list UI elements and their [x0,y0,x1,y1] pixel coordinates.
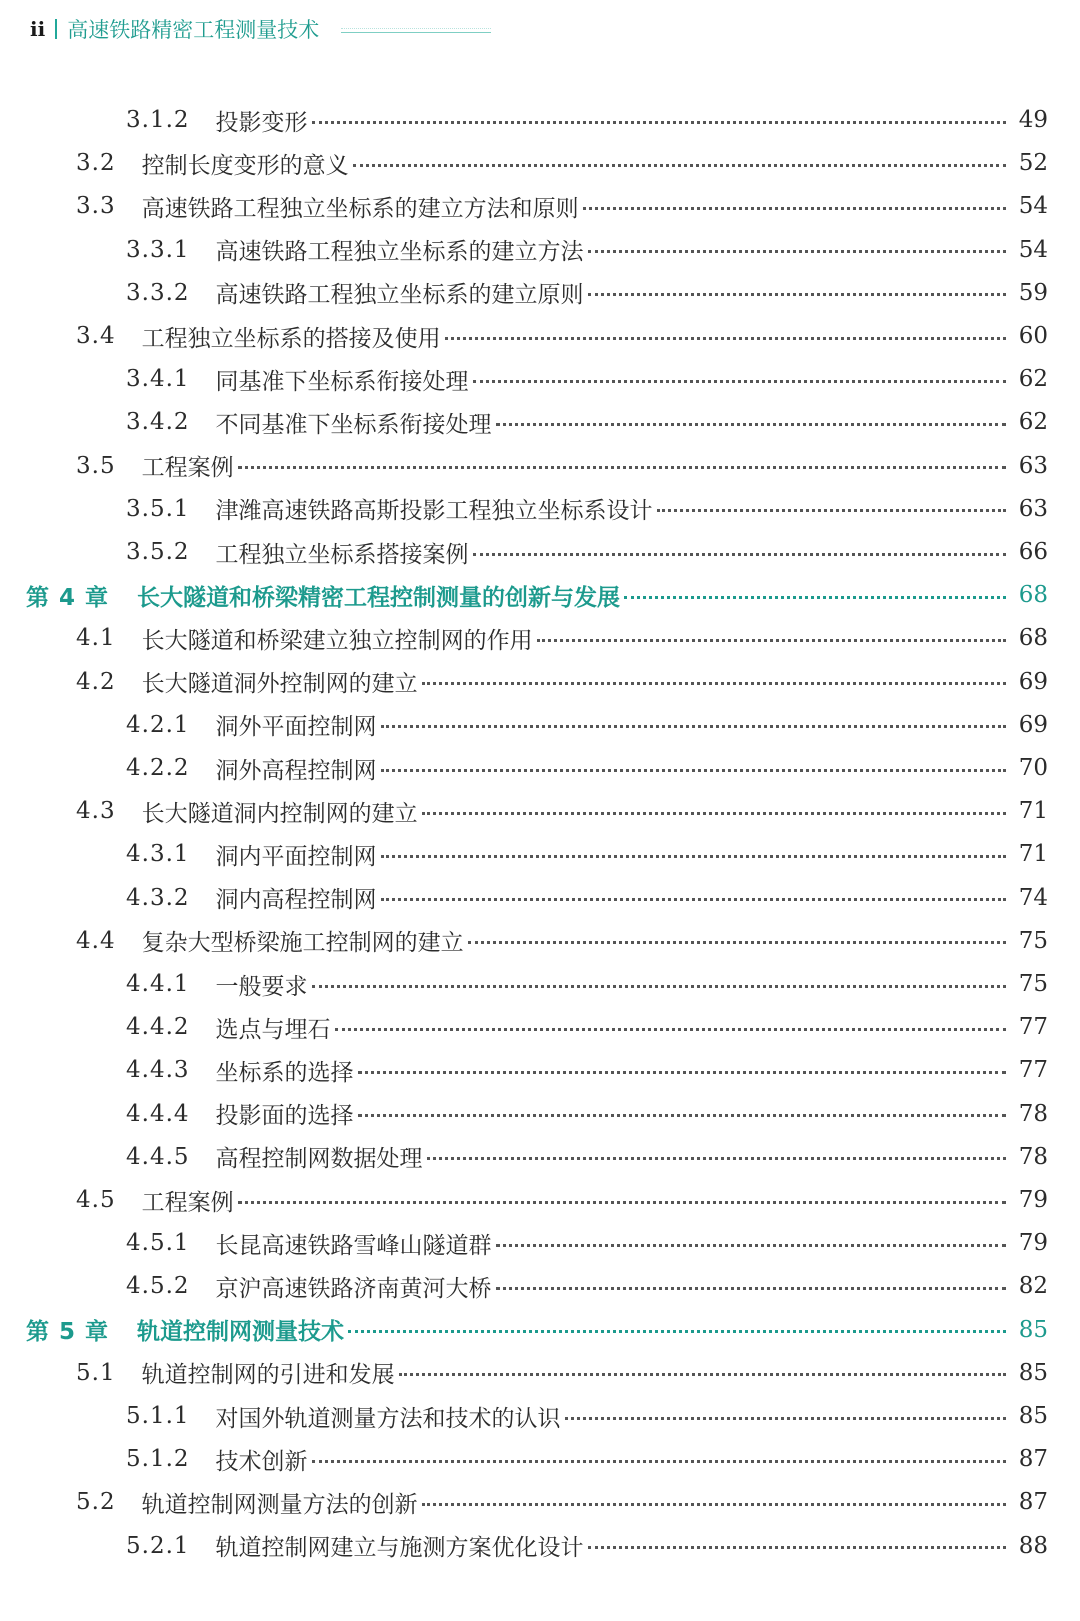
toc-entry-number: 3.4.2 [126,409,190,436]
toc-entry-page: 62 [1018,366,1048,393]
dot-leader [312,985,1006,988]
dot-leader [657,509,1006,512]
toc-entry-page: 75 [1018,927,1048,954]
toc-entry-title: 投影面的选择 [215,1103,354,1130]
toc-entry[interactable] [76,316,1048,356]
dot-leader [473,553,1006,556]
toc-entry-page: 54 [1018,193,1048,220]
toc-entry-title: 洞外高程控制网 [215,757,377,784]
toc-entry[interactable] [126,705,1048,745]
toc-entry[interactable] [126,748,1048,788]
toc-entry-number: 5.1.2 [126,1446,190,1473]
toc-entry-number: 3.3.2 [126,279,190,306]
dot-leader [496,423,1006,426]
toc-entry-title: 高速铁路工程独立坐标系的建立方法 [215,239,584,266]
toc-entry[interactable] [126,1094,1048,1134]
dot-leader [381,898,1006,901]
dot-leader [588,250,1006,253]
toc-entry-title: 高速铁路工程独立坐标系的建立方法和原则 [141,195,579,222]
toc-entry-page: 68 [1018,582,1048,609]
toc-entry[interactable] [126,1439,1048,1479]
toc-entry-title: 工程案例 [141,455,234,482]
dot-leader [473,380,1006,383]
dot-leader [445,337,1006,340]
toc-entry-number: 3.3 [76,193,116,220]
toc-entry-number: 4.5.1 [126,1230,190,1257]
toc-entry-page: 82 [1018,1273,1048,1300]
toc-entry-number: 4.5 [76,1187,116,1213]
toc-entry-title: 轨道控制网建立与施测方案优化设计 [215,1535,584,1562]
toc-entry-page: 85 [1018,1316,1048,1343]
toc-entry-title: 轨道控制网测量方法的创新 [141,1491,418,1518]
dot-leader [358,1114,1006,1117]
toc-entry-title: 津潍高速铁路高斯投影工程独立坐标系设计 [215,498,653,525]
dot-leader [624,596,1006,599]
toc-entry-page: 70 [1018,755,1048,781]
toc-entry-title: 技术创新 [215,1448,308,1475]
toc-entry-title: 轨道控制网的引进和发展 [141,1362,395,1389]
toc-entry[interactable] [76,618,1048,658]
toc-entry[interactable] [76,186,1048,226]
toc-entry-title: 不同基准下坐标系衔接处理 [215,411,492,438]
toc-entry-page: 77 [1018,1057,1048,1084]
toc-entry-page: 87 [1018,1446,1048,1473]
toc-entry-number: 3.5.2 [126,539,190,565]
toc-entry-page: 71 [1018,798,1048,825]
toc-entry[interactable] [126,834,1048,874]
toc-entry-page: 63 [1018,452,1048,479]
toc-entry[interactable] [126,964,1048,1004]
toc-chapter-entry[interactable] [26,575,1048,615]
toc-entry-page: 71 [1018,841,1048,868]
toc-entry-title: 洞外平面控制网 [215,714,377,741]
toc-entry-page: 63 [1018,495,1048,522]
dot-leader [565,1417,1006,1420]
page-number: ii [30,17,46,41]
toc-entry-number: 3.5.1 [126,495,190,522]
dot-leader [422,812,1006,815]
toc-entry-page: 79 [1018,1230,1048,1257]
dot-leader [238,1201,1006,1204]
toc-entry-page: 79 [1018,1187,1048,1213]
toc-chapter-entry[interactable] [26,1310,1048,1350]
dot-leader [496,1287,1006,1290]
toc-entry-page: 69 [1018,711,1048,738]
toc-entry-number: 4.4.2 [126,1014,190,1041]
toc-entry[interactable] [76,143,1048,183]
toc-entry[interactable] [126,402,1048,442]
toc-entry-title: 复杂大型桥梁施工控制网的建立 [141,930,464,957]
toc-entry-title: 洞内高程控制网 [215,887,377,914]
toc-entry-page: 85 [1018,1359,1048,1386]
toc-entry-number: 4.2 [76,668,116,695]
toc-entry[interactable] [126,489,1048,529]
toc-entry-number: 4.5.2 [126,1273,190,1300]
toc-entry-title: 投影变形 [215,109,308,136]
dot-leader [381,769,1006,772]
toc-entry-page: 85 [1018,1403,1048,1429]
dot-leader [468,941,1006,944]
dot-leader [353,164,1006,167]
dot-leader [422,1503,1006,1506]
toc-entry-number: 3.1.2 [126,107,190,133]
toc-entry-number: 5.1.1 [126,1403,190,1429]
toc-entry-title: 工程独立坐标系搭接案例 [215,541,469,568]
toc-entry-title: 洞内平面控制网 [215,843,377,870]
toc-entry-page: 60 [1018,323,1048,349]
toc-entry-title: 工程独立坐标系的搭接及使用 [141,325,441,352]
toc-entry-number: 3.4 [76,323,116,349]
toc-entry-page: 78 [1018,1143,1048,1170]
dot-leader [381,725,1006,728]
toc-entry-number: 5.2.1 [126,1532,190,1559]
dot-leader [537,639,1006,642]
toc-entry-number: 4.2.1 [126,711,190,738]
toc-entry-number: 第 5 章 [26,1319,110,1346]
toc-entry[interactable] [76,662,1048,702]
toc-entry-number: 4.3.2 [126,884,190,911]
toc-entry-number: 3.3.1 [126,236,190,263]
toc-entry-title: 长大隧道和桥梁精密工程控制测量的创新与发展 [137,584,621,611]
toc-entry-title: 高速铁路工程独立坐标系的建立原则 [215,282,584,309]
toc-entry-page: 77 [1018,1014,1048,1041]
dot-leader [588,293,1006,296]
toc-entry-page: 59 [1018,279,1048,306]
toc-entry-page: 52 [1018,150,1048,177]
toc-entry[interactable] [126,1223,1048,1263]
toc-entry[interactable] [126,359,1048,399]
toc-entry-number: 3.4.1 [126,366,190,393]
toc-entry[interactable] [76,921,1048,961]
toc-entry-number: 4.4.5 [126,1143,190,1170]
toc-entry-page: 54 [1018,236,1048,263]
dot-leader [381,855,1006,858]
dot-leader [312,121,1006,124]
toc-entry-page: 74 [1018,884,1048,911]
dot-leader [348,1330,1006,1333]
dot-leader [583,207,1006,210]
toc-entry-title: 对国外轨道测量方法和技术的认识 [215,1405,561,1432]
toc-entry[interactable] [126,1007,1048,1047]
toc-entry-page: 88 [1018,1532,1048,1559]
toc-entry-page: 78 [1018,1100,1048,1127]
toc-entry[interactable] [126,100,1048,140]
toc-entry[interactable] [76,791,1048,831]
toc-entry[interactable] [126,878,1048,918]
toc-entry-number: 4.1 [76,625,116,652]
dot-leader [358,1071,1006,1074]
toc-entry-number: 4.4 [76,927,116,954]
toc-entry-number: 4.4.1 [126,971,190,997]
toc-entry-title: 选点与埋石 [215,1016,331,1043]
dot-leader [588,1546,1006,1549]
toc-entry-page: 69 [1018,668,1048,695]
toc-entry-page: 49 [1018,107,1048,133]
dot-leader [496,1244,1006,1247]
header-rule [341,32,491,33]
toc-entry-title: 长昆高速铁路雪峰山隧道群 [215,1232,492,1259]
book-title: 高速铁路精密工程测量技术 [67,18,320,42]
toc-entry[interactable] [126,230,1048,270]
toc-entry[interactable] [126,532,1048,572]
toc-entry-page: 75 [1018,971,1048,997]
toc-entry-page: 68 [1018,625,1048,652]
toc-entry-number: 5.2 [76,1489,116,1516]
toc-entry-title: 控制长度变形的意义 [141,152,349,179]
toc-entry-number: 4.4.3 [126,1057,190,1084]
toc-entry-title: 同基准下坐标系衔接处理 [215,368,469,395]
dot-leader [312,1460,1006,1463]
toc-entry-title: 工程案例 [141,1189,234,1216]
toc-entry-page: 66 [1018,539,1048,565]
toc-entry-number: 3.2 [76,150,116,177]
toc-entry[interactable] [126,1396,1048,1436]
toc-entry-number: 4.2.2 [126,755,190,781]
dot-leader [427,1157,1006,1160]
toc-entry-number: 4.4.4 [126,1100,190,1127]
toc-entry[interactable] [76,1482,1048,1522]
toc-entry[interactable] [126,1526,1048,1566]
header-divider [55,19,57,39]
dot-leader [422,682,1006,685]
toc-entry-title: 高程控制网数据处理 [215,1146,423,1173]
toc-entry-title: 长大隧道和桥梁建立独立控制网的作用 [141,627,533,654]
toc-entry-number: 第 4 章 [26,584,110,611]
dot-leader [335,1028,1006,1031]
toc-entry[interactable] [76,1353,1048,1393]
dot-leader [238,466,1006,469]
toc-entry-title: 坐标系的选择 [215,1059,354,1086]
dot-leader [399,1373,1006,1376]
toc-entry-number: 5.1 [76,1359,116,1386]
toc-entry-title: 轨道控制网测量技术 [137,1319,345,1346]
toc-entry[interactable] [126,1137,1048,1177]
toc-entry-page: 62 [1018,409,1048,436]
toc-entry-title: 长大隧道洞外控制网的建立 [141,671,418,698]
toc-entry[interactable] [76,1180,1048,1220]
toc-entry[interactable] [126,1266,1048,1306]
toc-entry[interactable] [76,446,1048,486]
toc-entry-number: 3.5 [76,452,116,479]
toc-entry-title: 长大隧道洞内控制网的建立 [141,800,418,827]
running-header [30,14,491,44]
toc-entry[interactable] [126,273,1048,313]
toc-entry-title: 一般要求 [215,973,308,1000]
toc-entry-number: 4.3 [76,798,116,825]
toc-entry-title: 京沪高速铁路济南黄河大桥 [215,1275,492,1302]
toc-entry-page: 87 [1018,1489,1048,1516]
toc-entry[interactable] [126,1050,1048,1090]
toc-entry-number: 4.3.1 [126,841,190,868]
